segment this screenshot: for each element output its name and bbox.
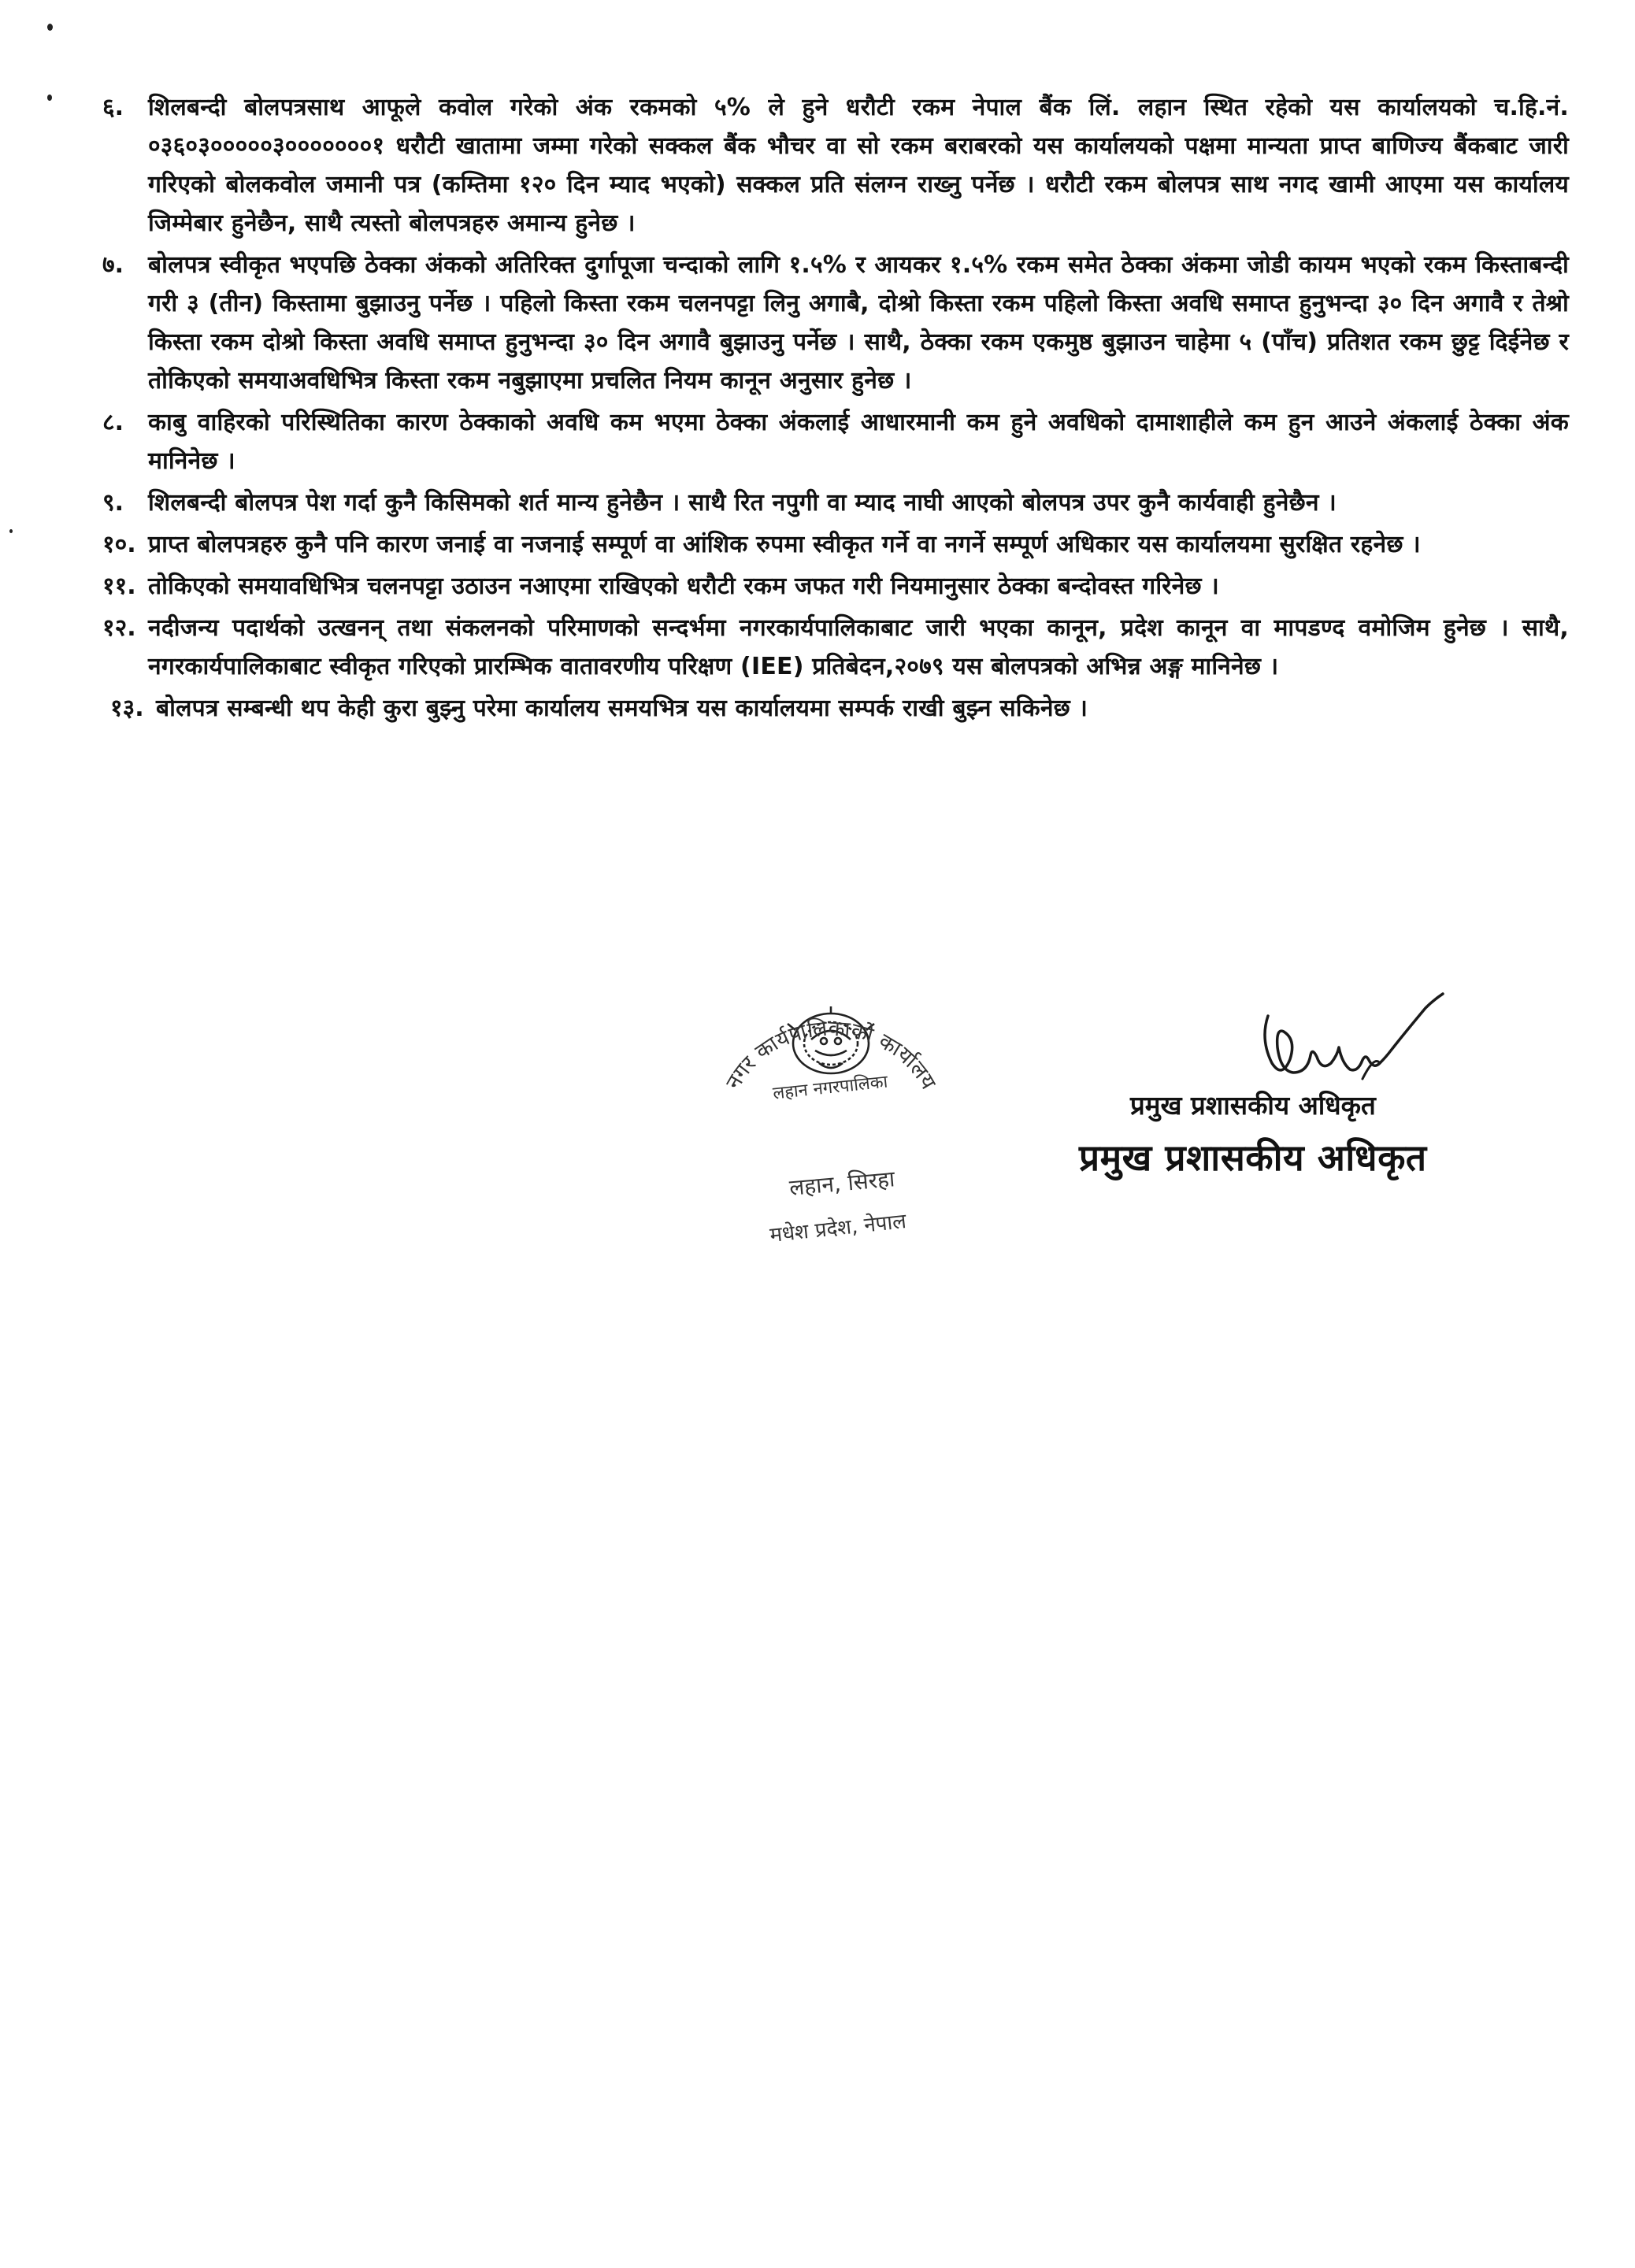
condition-item [102,246,1569,400]
condition-item [102,525,1569,564]
condition-number: ७. [102,251,124,279]
scan-speck [47,94,52,101]
condition-text: प्राप्त बोलपत्रहरु कुनै पनि कारण जनाई वा नजनाई सम्पूर्ण वा आंशिक रुपमा स्वीकृत गर्ने वा नगर्ने सम्पूर्ण अधिकार यस कार्यालयमा सुरक्षित रहनेछ । [148,531,1421,558]
condition-number: ९. [102,489,124,517]
condition-text: काबु वाहिरको परिस्थितिका कारण ठेक्काको अवधि कम भएमा ठेक्का अंकलाई आधारमानी कम हुने अवधिको दामाशाहीले कम हुन आउने अंकलाई ठेक्का अंक मानिनेछ । [148,409,1569,475]
condition-item [102,88,1569,243]
condition-item [102,609,1569,686]
condition-item [102,567,1569,606]
condition-text: बोलपत्र स्वीकृत भएपछि ठेक्का अंकको अतिरिक्त दुर्गापूजा चन्दाको लागि १.५% र आयकर १.५% रकम समेत ठेक्का अंकमा जोडी कायम भएको रकम किस्ताबन्दी गरी ३ (तीन) किस्तामा बुझाउनु पर्नेछ । पहिलो किस्ता रकम चलनपट्टा लिनु अगाबै, दोश्रो किस्ता रकम पहिलो किस्ता अवधि समाप्त हुनुभन्दा ३० दिन अगावै र तेश्रो किस्ता रकम दोश्रो किस्ता अवधि समाप्त हुनुभन्दा ३० दिन अगावै बुझाउनु पर्नेछ । साथै, ठेक्का रकम एकमुष्ठ बुझाउन चाहेमा ५ (पाँच) प्रतिशत रकम छुट्ट दिईनेछ र तोकिएको समयाअवधिभित्र किस्ता रकम नबुझाएमा प्रचलित नियम कानून अनुसार हुनेछ । [148,251,1569,395]
condition-text: शिलबन्दी बोलपत्रसाथ आफूले कवोल गरेको अंक रकमको ५% ले हुने धरौटी रकम नेपाल बैंक लिं. लहान स्थित रहेको यस कार्यालयको च.हि.नं. ०३६०३०००००३०००००००१ धरौटी खातामा जम्मा गरेको सक्कल बैंक भौचर वा सो रकम बराबरको यस कार्यालयको पक्षमा मान्यता प्राप्त बाणिज्य बैंकबाट जारी गरिएको बोलकवोल जमानी पत्र (कम्तिमा १२० दिन म्याद भएको) सक्कल प्रति संलग्न राख्नु पर्नेछ । धरौटी रकम बोलपत्र साथ नगद खामी आएमा यस कार्यालय जिम्मेबार हुनेछैन, साथै त्यस्तो बोलपत्रहरु अमान्य हुनेछ । [148,94,1569,237]
condition-number: १२. [102,614,136,642]
seal-text-top: लहान नगरपालिका [772,1072,889,1104]
condition-number: ६. [102,94,124,121]
condition-number: ८. [102,409,124,436]
seal-text-place: लहान, सिरहा [788,1166,896,1201]
condition-number: १३. [110,695,144,722]
conditions-list [102,88,1569,731]
officer-title-stamp: प्रमुख प्रशासकीय अधिकृत [1079,1136,1427,1179]
officer-title: प्रमुख प्रशासकीय अधिकृत [1130,1090,1376,1121]
condition-text: बोलपत्र सम्बन्धी थप केही कुरा बुझ्नु परेमा कार्यालय समयभित्र यस कार्यालयमा सम्पर्क राखी बुझ्न सकिनेछ । [156,695,1088,722]
office-seal [693,984,969,1276]
condition-text: शिलबन्दी बोलपत्र पेश गर्दा कुनै किसिमको शर्त मान्य हुनेछैन । साथै रित नपुगी वा म्याद नाघी आएको बोलपत्र उपर कुनै कार्यवाही हुनेछैन । [148,489,1337,517]
seal-text-middle-path: नगर कार्यपालिकाको कार्यालय [721,1016,941,1094]
scan-speck [47,24,53,31]
signature-mark [1244,984,1449,1095]
condition-item [102,484,1569,522]
scan-speck [9,529,13,533]
seal-text-bottom: मधेश प्रदेश, नेपाल [769,1210,908,1248]
condition-item [102,403,1569,480]
condition-text: तोकिएको समयावधिभित्र चलनपट्टा उठाउन नआएमा राखिएको धरौटी रकम जफत गरी नियमानुसार ठेक्का बन्दोवस्त गरिनेछ । [148,573,1219,600]
condition-number: ११. [102,573,136,600]
condition-text: नदीजन्य पदार्थको उत्खनन् तथा संकलनको परिमाणको सन्दर्भमा नगरकार्यपालिकाबाट जारी भएका कानून, प्रदेश कानून वा मापडण्द वमोजिम हुनेछ । साथै, नगरकार्यपालिकाबाट स्वीकृत गरिएको प्रारम्भिक वातावरणीय परिक्षण (IEE) प्रतिबेदन,२०७९ यस बोलपत्रको अभिन्न अङ्ग मानिनेछ । [148,614,1569,680]
condition-number: १०. [102,531,136,558]
condition-item [110,689,1569,728]
